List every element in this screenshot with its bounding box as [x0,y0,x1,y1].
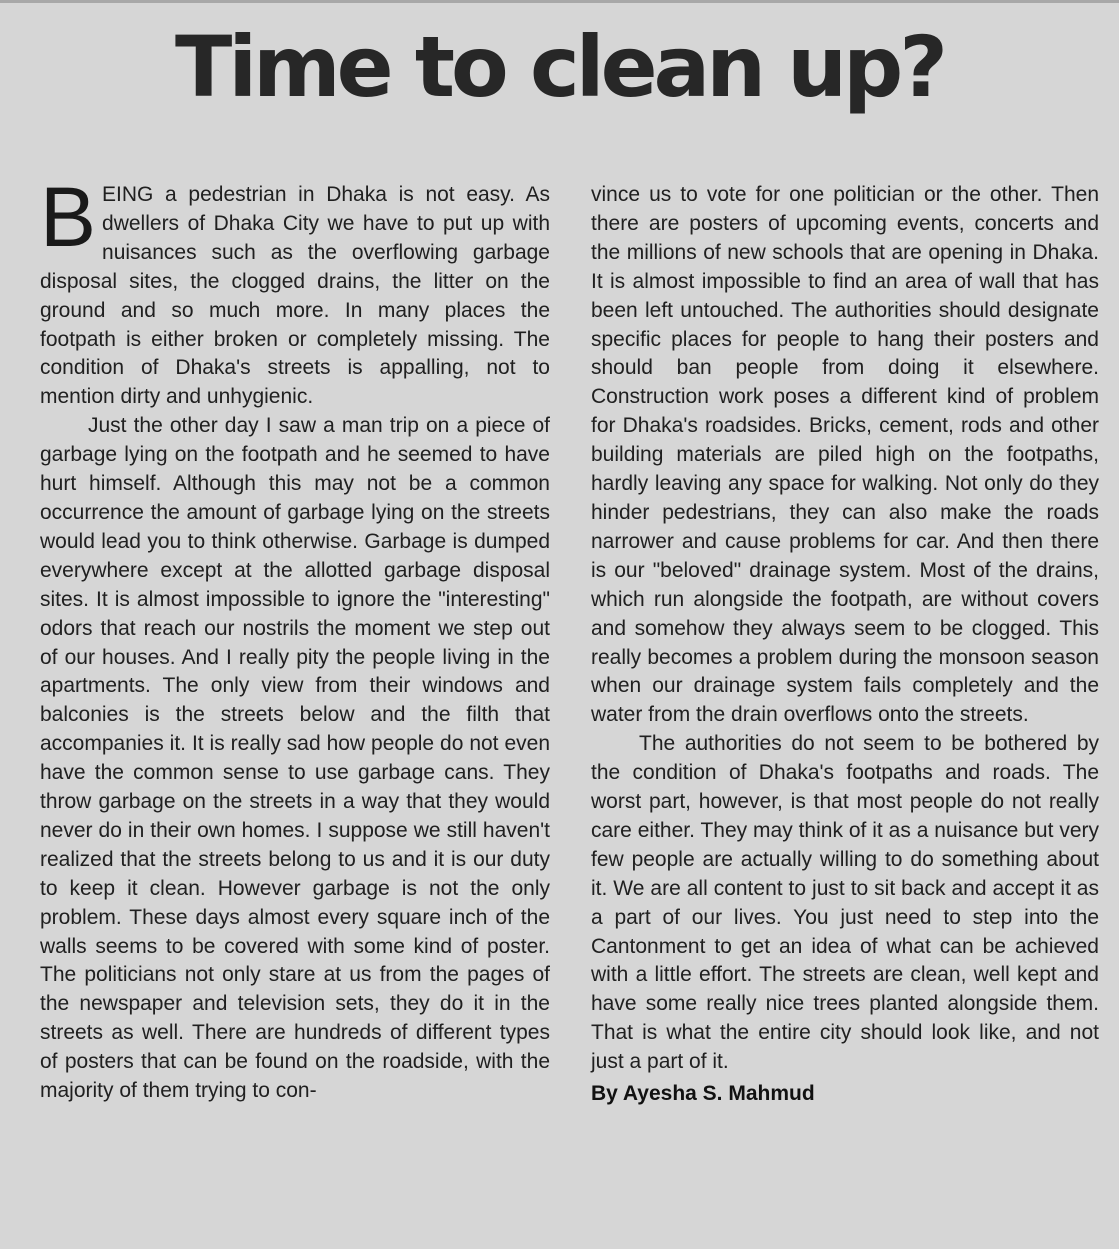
article-paragraph: The authorities do not seem to be bothered by the condition of Dhaka's footpaths and roads. The worst part, however, is that most people do not really care either. They may think of it as a nuisance but very few people are actually willing to do something about it. We are all content to just to sit back and accept it as a part of our lives. You just need to step into the Cantonment to get an idea of what can be achieved with a little effort. The streets are clean, well kept and have some really nice trees planted alongside them. That is what the entire city should look like, and not just a part of it. [591,732,1099,1074]
article-column-right [591,181,1099,1108]
article-paragraph [40,170,550,412]
headline: Time to clean up? [175,18,944,116]
article-column-left [40,170,550,1106]
byline: By Ayesha S. Mahmud [591,1082,815,1106]
drop-cap: B [40,170,97,264]
article-paragraph: Just the other day I saw a man trip on a piece of garbage lying on the footpath and he seemed to have hurt himself. Although this may not be a common occurrence the amount of garbage lying on the streets would lead you to think otherwise. Garbage is dumped everywhere except at the allotted garbage disposal sites. It is almost impossible to ignore the "interesting" odors that reach our nostrils the moment we step out of our houses. And I really pity the people living in the apartments. The only view from their windows and balconies is the streets below and the filth that accompanies it. It is really sad how people do not even have the common sense to use garbage cans. They throw garbage on the streets in a way that they would never do in their own homes. I suppose we still haven't realized that the streets belong to us and it is our duty to keep it clean. However garbage is not the only problem. These days almost every square inch of the walls seems to be covered with some kind of poster. The politicians not only stare at us from the pages of the newspaper and television sets, they do it in the streets as well. There are hundreds of different types of posters that can be found on the roadside, with the majority of them trying to con- [40,414,550,1103]
paragraph-text: EING a pedestrian in Dhaka is not easy. As dwellers of Dhaka City we have to put up with nuisances such as the overflowing garbage disposal sites, the clogged drains, the litter on the ground and so much more. In many places the footpath is either broken or completely missing. The condition of Dhaka's streets is appalling, not to mention dirty and unhygienic. [40,183,550,409]
article-paragraph: vince us to vote for one politician or the other. Then there are posters of upcoming events, concerts and the millions of new schools that are opening in Dhaka. It is almost impossible to find an area of wall that has been left untouched. The authorities should designate specific places for people to hang their posters and should ban people from doing it elsewhere. Construction work poses a different kind of problem for Dhaka's roadsides. Bricks, cement, rods and other building materials are piled high on the footpaths, hardly leaving any space for walking. Not only do they hinder pedestrians, they can also make the roads narrower and cause problems for car. And then there is our "beloved" drainage system. Most of the drains, which run alongside the footpath, are without covers and somehow they always seem to be clogged. This really becomes a problem during the monsoon season when our drainage system fails completely and the water from the drain overflows onto the streets. [591,183,1099,727]
